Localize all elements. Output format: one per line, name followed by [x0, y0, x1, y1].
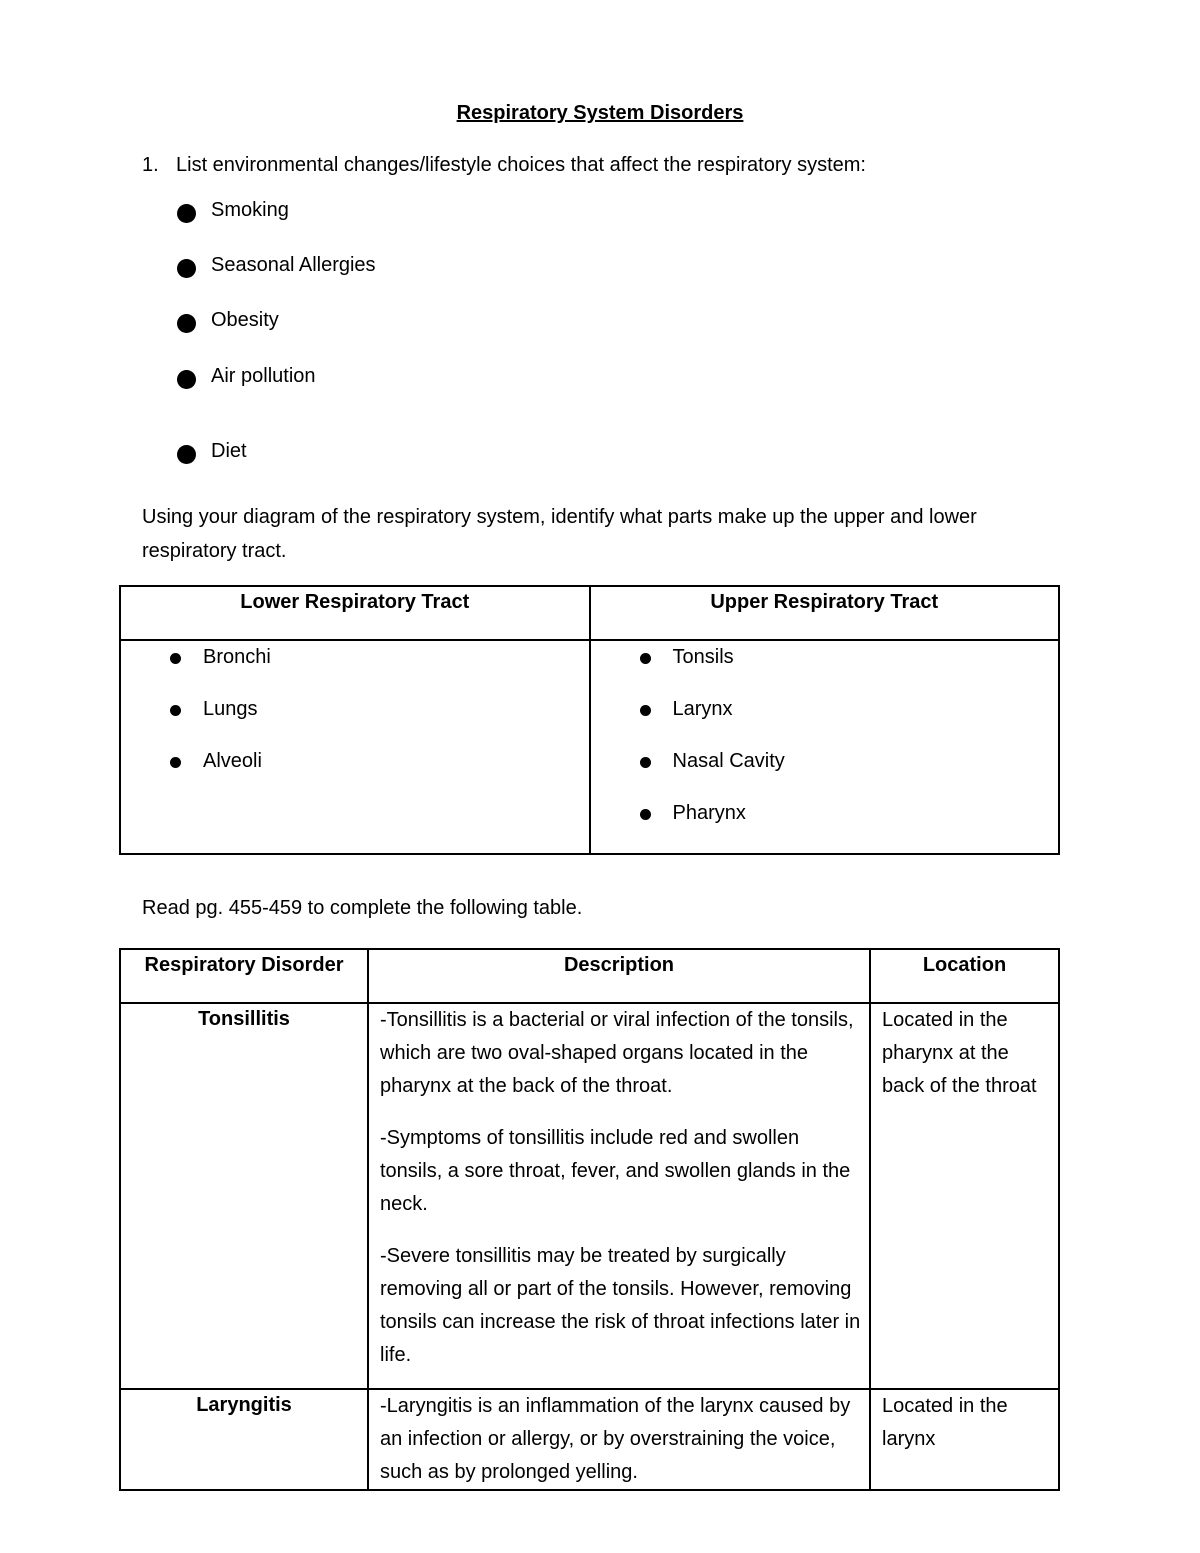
list-item: Lungs: [121, 697, 589, 749]
table-row: [120, 1389, 1059, 1490]
bullet-icon: [640, 809, 651, 820]
list-item: Larynx: [591, 697, 1059, 749]
table-row: [120, 1003, 1059, 1389]
column-header: Respiratory Disorder: [120, 949, 368, 1003]
list-item: Nasal Cavity: [591, 749, 1059, 801]
bullet-icon: [177, 445, 196, 464]
tract-instruction: Using your diagram of the respiratory system, identify what parts make up the upper and lower respiratory tract.: [142, 506, 977, 562]
disorder-name: Laryngitis: [120, 1389, 368, 1490]
bullet-icon: [640, 705, 651, 716]
question-1: [142, 154, 866, 177]
disorder-name: Tonsillitis: [120, 1003, 368, 1389]
disorder-description: -Laryngitis is an inflammation of the larynx caused by an infection or allergy, or by overstraining the voice, such as by prolonged yelling.: [368, 1389, 870, 1490]
column-header: Location: [870, 949, 1059, 1003]
upper-tract-cell: [590, 640, 1060, 854]
tract-table: [119, 585, 1060, 855]
list-item: Tonsils: [591, 645, 1059, 697]
lower-tract-cell: [120, 640, 590, 854]
bullet-icon: [640, 653, 651, 664]
bullet-icon: [177, 204, 196, 223]
list-item: Bronchi: [121, 645, 589, 697]
bullet-icon: [177, 259, 196, 278]
bullet-icon: [640, 757, 651, 768]
list-item: Alveoli: [121, 749, 589, 801]
reading-instruction: Read pg. 455-459 to complete the following table.: [142, 897, 583, 919]
question-number: 1.: [142, 154, 159, 176]
list-item: Pharynx: [591, 801, 1059, 853]
bullet-icon: [177, 314, 196, 333]
column-header: Description: [368, 949, 870, 1003]
bullet-icon: [170, 757, 181, 768]
lower-tract-header: Lower Respiratory Tract: [120, 586, 590, 640]
bullet-icon: [177, 370, 196, 389]
disorder-table: [119, 948, 1060, 1491]
bullet-icon: [170, 705, 181, 716]
disorder-location: Located in the pharynx at the back of the throat: [870, 1003, 1059, 1389]
upper-tract-header: Upper Respiratory Tract: [590, 586, 1060, 640]
disorder-description: -Tonsillitis is a bacterial or viral infection of the tonsils, which are two oval-shaped organs located in the pharynx at the back of the throat. -Symptoms of tonsillitis include red and swollen tonsils, a sore throat, fever, and swollen glands in the neck. -Severe tonsillitis may be treated by surgically removing all or part of the tonsils. However, removing tonsils can increase the risk of throat infections later in life.: [368, 1003, 870, 1389]
page-title: Respiratory System Disorders: [456, 102, 744, 124]
bullet-icon: [170, 653, 181, 664]
disorder-location: Located in the larynx: [870, 1389, 1059, 1490]
question-text: List environmental changes/lifestyle choices that affect the respiratory system:: [176, 154, 866, 176]
